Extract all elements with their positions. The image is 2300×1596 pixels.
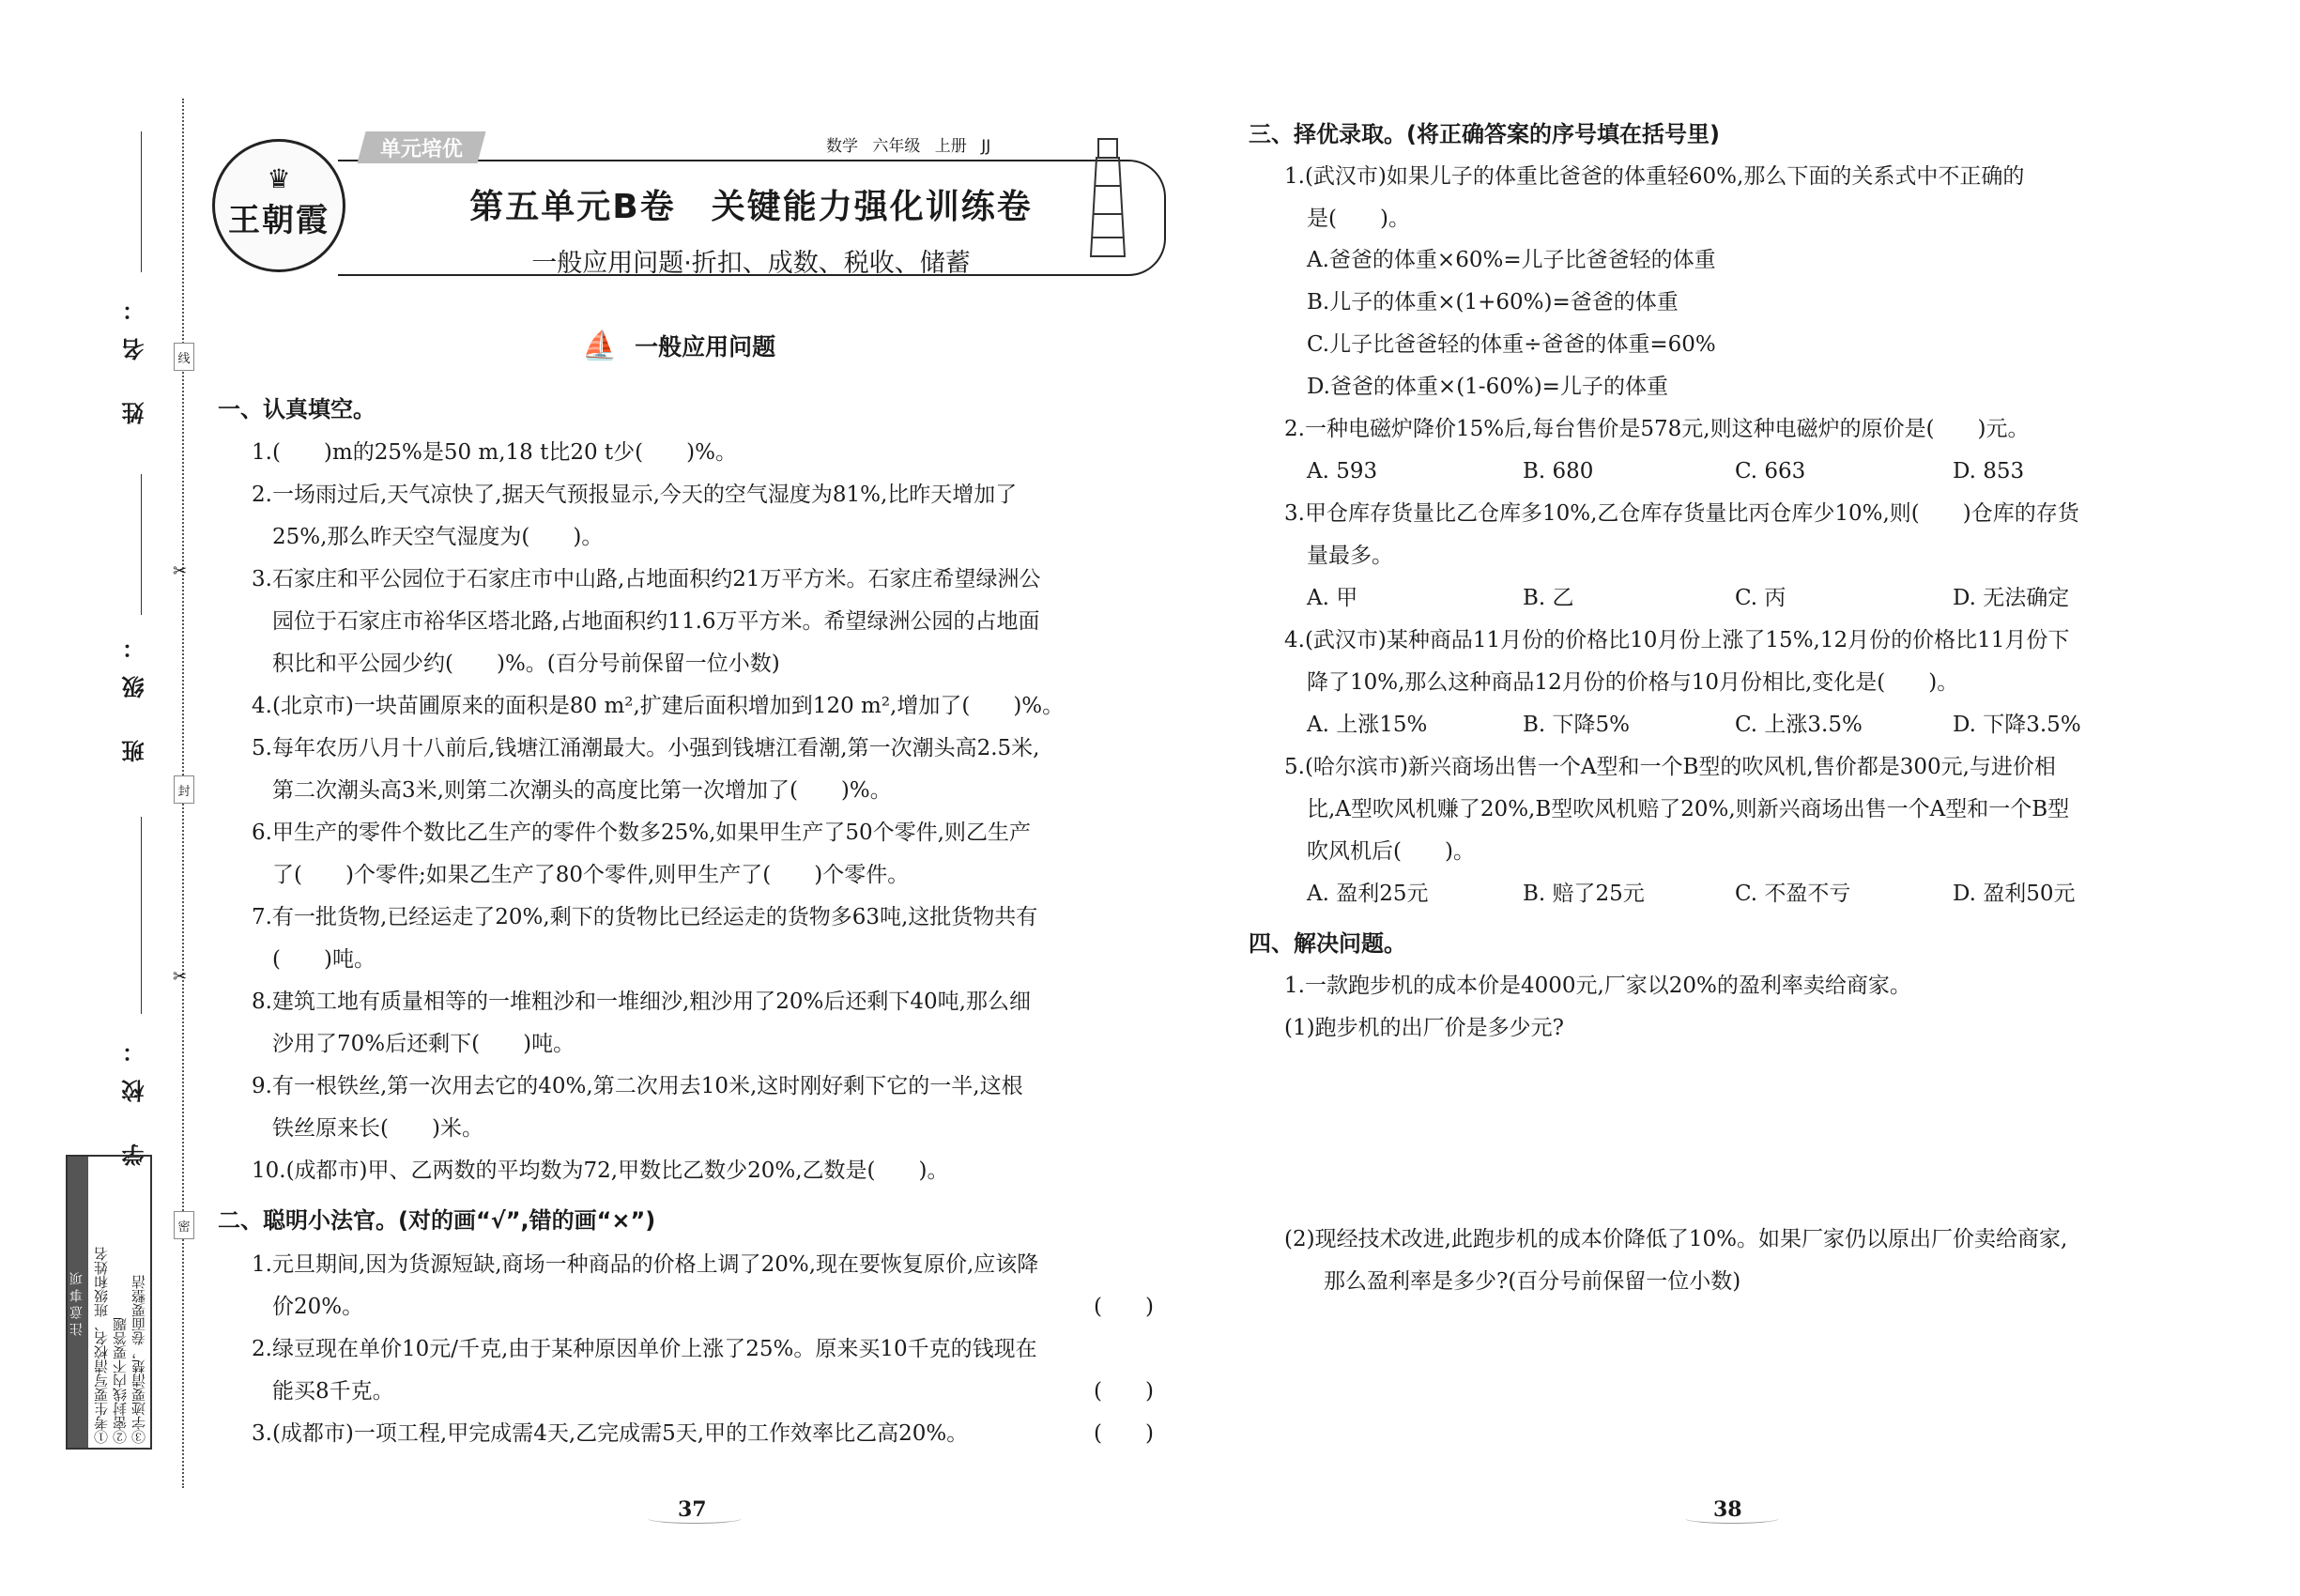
name-label: 姓 名： (121, 282, 148, 425)
answer-paren[interactable]: ( ) (1094, 1421, 1154, 1446)
class-label: 班 级： (121, 620, 148, 763)
question-line: 吹风机后( )。 (1307, 839, 1475, 864)
option-b: B. 680 (1523, 459, 1594, 483)
page-subtitle: 一般应用问题·折扣、成数、税收、储蓄 (531, 249, 971, 278)
option-c: C. 丙 (1735, 586, 1786, 610)
question-line: 8.建筑工地有质量相等的一堆粗沙和一堆细沙,粗沙用了20%后还剩下40吨,那么细 (252, 990, 1031, 1014)
answer-paren[interactable]: ( ) (1094, 1295, 1154, 1319)
option-c: C. 上涨3.5% (1735, 713, 1863, 737)
school-label: 学 校： (121, 1023, 148, 1167)
option-a: A. 盈利25元 (1307, 882, 1429, 906)
question-line: 5.每年农历八月十八前后,钱塘江涌潮最大。小强到钱塘江看潮,第一次潮头高2.5米, (252, 736, 1040, 760)
unit-tag-text: 单元培优 (379, 137, 463, 161)
page-ornament (648, 1513, 742, 1524)
page-ornament (1685, 1513, 1779, 1524)
option-line: D.爸爸的体重×(1-60%)=儿子的体重 (1307, 375, 1668, 399)
notice-title: 注意事项 (68, 1157, 88, 1448)
question-line: 3.甲仓库存货量比乙仓库多10%,乙仓库存货量比丙仓库少10%,则( )仓库的存货 (1284, 501, 2079, 526)
question-line: 2.一场雨过后,天气凉快了,据天气预报显示,今天的空气湿度为81%,比昨天增加了 (252, 483, 1018, 507)
option-d: D. 盈利50元 (1953, 882, 2076, 906)
scissors-icon: ✂ (173, 967, 188, 987)
notice-lines (92, 1160, 148, 1444)
question-line: 4.(北京市)一块苗圃原来的面积是80 m²,扩建后面积增加到120 m²,增加了( )%。 (252, 694, 1065, 718)
option-c: C. 不盈不亏 (1735, 882, 1851, 906)
question-line: 积比和平公园少约( )%。(百分号前保留一位小数) (272, 652, 780, 676)
section-1-title: 一、认真填空。 (218, 396, 376, 422)
section-banner (582, 329, 775, 362)
question-line: 4.(武汉市)某种商品11月份的价格比10月份上涨了15%,12月份的价格比11月份下 (1284, 628, 2070, 652)
option-a: A. 593 (1307, 459, 1378, 483)
notice-box (66, 1155, 152, 1450)
option-line: C.儿子比爸爸轻的体重÷爸爸的体重=60% (1307, 332, 1716, 357)
question-line: 6.甲生产的零件个数比乙生产的零件个数多25%,如果甲生产了50个零件,则乙生产 (252, 821, 1031, 845)
option-line: A.爸爸的体重×60%=儿子比爸爸轻的体重 (1307, 248, 1716, 272)
option-d: D. 853 (1953, 459, 2025, 483)
question-line: 比,A型吹风机赚了20%,B型吹风机赔了20%,则新兴商场出售一个A型和一个B型 (1307, 797, 2070, 821)
question-line: 3.石家庄和平公园位于石家庄市中山路,占地面积约21万平方米。石家庄希望绿洲公 (252, 567, 1041, 591)
scissors-icon: ✂ (173, 561, 188, 581)
question-line: 1.元旦期间,因为货源短缺,商场一种商品的价格上调了20%,现在要恢复原价,应该降 (252, 1252, 1039, 1277)
question-line: 7.有一批货物,已经运走了20%,剩下的货物比已经运走的货物多63吨,这批货物共有 (252, 905, 1038, 929)
question-line: 2.绿豆现在单价10元/千克,由于某种原因单价上涨了25%。原来买10千克的钱现在 (252, 1337, 1037, 1361)
page-number-right: 38 (1713, 1497, 1742, 1522)
question-line: 10.(成都市)甲、乙两数的平均数为72,甲数比乙数少20%,乙数是( )。 (252, 1159, 949, 1183)
question-line: 第二次潮头高3米,则第二次潮头的高度比第一次增加了( )%。 (272, 778, 892, 803)
question-line: 降了10%,那么这种商品12月份的价格与10月份相比,变化是( )。 (1307, 670, 1959, 695)
question-line: 量最多。 (1307, 544, 1393, 568)
question-line: 2.一种电磁炉降价15%后,每台售价是578元,则这种电磁炉的原价是( )元。 (1284, 417, 2030, 441)
question-line: 价20%。 (272, 1295, 364, 1319)
page-number-left: 37 (678, 1497, 707, 1522)
notice-line: ③字迹要清楚，卷面要整洁 (130, 1275, 147, 1444)
header-meta: 数学 六年级 上册 JJ (826, 137, 991, 156)
cut-char-seal: 封 (174, 775, 194, 804)
question-line: ( )吨。 (272, 947, 376, 972)
class-line (141, 474, 142, 615)
question-line: 5.(哈尔滨市)新兴商场出售一个A型和一个B型的吹风机,售价都是300元,与进价相 (1284, 755, 2056, 779)
option-b: B. 乙 (1523, 586, 1574, 610)
question-line: 园位于石家庄市裕华区塔北路,占地面积约11.6万平方米。希望绿洲公园的占地面 (272, 609, 1040, 634)
unit-tag (357, 131, 485, 163)
crown-icon: ♛ (267, 163, 291, 194)
question-line: 3.(成都市)一项工程,甲完成需4天,乙完成需5天,甲的工作效率比乙高20%。 (252, 1421, 969, 1446)
option-a: A. 上涨15% (1307, 713, 1428, 737)
school-line (141, 817, 142, 1014)
option-d: D. 无法确定 (1953, 586, 2070, 610)
option-d: D. 下降3.5% (1953, 713, 2081, 737)
page-title: 第五单元B卷 关键能力强化训练卷 (469, 188, 1033, 226)
question-line: 1.( )m的25%是50 m,18 t比20 t少( )%。 (252, 440, 737, 465)
name-line (141, 131, 142, 272)
question-line: 9.有一根铁丝,第一次用去它的40%,第二次用去10米,这时刚好剩下它的一半,这根 (252, 1074, 1023, 1098)
question-line: 25%,那么昨天空气湿度为( )。 (272, 525, 604, 549)
question-line: 能买8千克。 (272, 1379, 394, 1404)
notice-line: ①考生要写清校名、班级和姓名 (93, 1247, 110, 1444)
section-3-title: 三、择优录取。(将正确答案的序号填在括号里) (1249, 121, 1720, 147)
brand-name: 王朝霞 (228, 202, 330, 239)
question-line: 1.一款跑步机的成本价是4000元,厂家以20%的盈利率卖给商家。 (1284, 974, 1911, 998)
option-b: B. 下降5% (1523, 713, 1631, 737)
answer-paren[interactable]: ( ) (1094, 1379, 1154, 1404)
option-c: C. 663 (1735, 459, 1806, 483)
option-a: A. 甲 (1307, 586, 1358, 610)
lighthouse-icon (1080, 130, 1136, 261)
question-line: 了( )个零件;如果乙生产了80个零件,则甲生产了( )个零件。 (272, 863, 910, 887)
question-line: 那么盈利率是多少?(百分号前保留一位小数) (1324, 1269, 1741, 1294)
section-4-title: 四、解决问题。 (1249, 930, 1406, 957)
question-line: (1)跑步机的出厂价是多少元? (1284, 1016, 1564, 1040)
notice-line: ②密封线内不要答题 (112, 1317, 129, 1444)
cut-char-line: 线 (174, 343, 194, 371)
question-line: 1.(武汉市)如果儿子的体重比爸爸的体重轻60%,那么下面的关系式中不正确的 (1284, 164, 2025, 189)
sailboat-icon: ⛵ (582, 330, 618, 362)
section-banner-text: 一般应用问题 (635, 333, 776, 361)
section-2-title: 二、聪明小法官。(对的画“√”,错的画“×”) (218, 1207, 656, 1234)
question-line: 是( )。 (1307, 207, 1410, 231)
question-line: 沙用了70%后还剩下( )吨。 (272, 1032, 575, 1056)
option-line: B.儿子的体重×(1+60%)=爸爸的体重 (1307, 290, 1679, 315)
question-line: 铁丝原来长( )米。 (272, 1116, 483, 1141)
option-b: B. 赔了25元 (1523, 882, 1645, 906)
question-line: (2)现经技术改进,此跑步机的成本价降低了10%。如果厂家仍以原出厂价卖给商家, (1284, 1227, 2068, 1251)
cut-char-secret: 密 (174, 1211, 194, 1239)
brand-badge (212, 139, 345, 272)
